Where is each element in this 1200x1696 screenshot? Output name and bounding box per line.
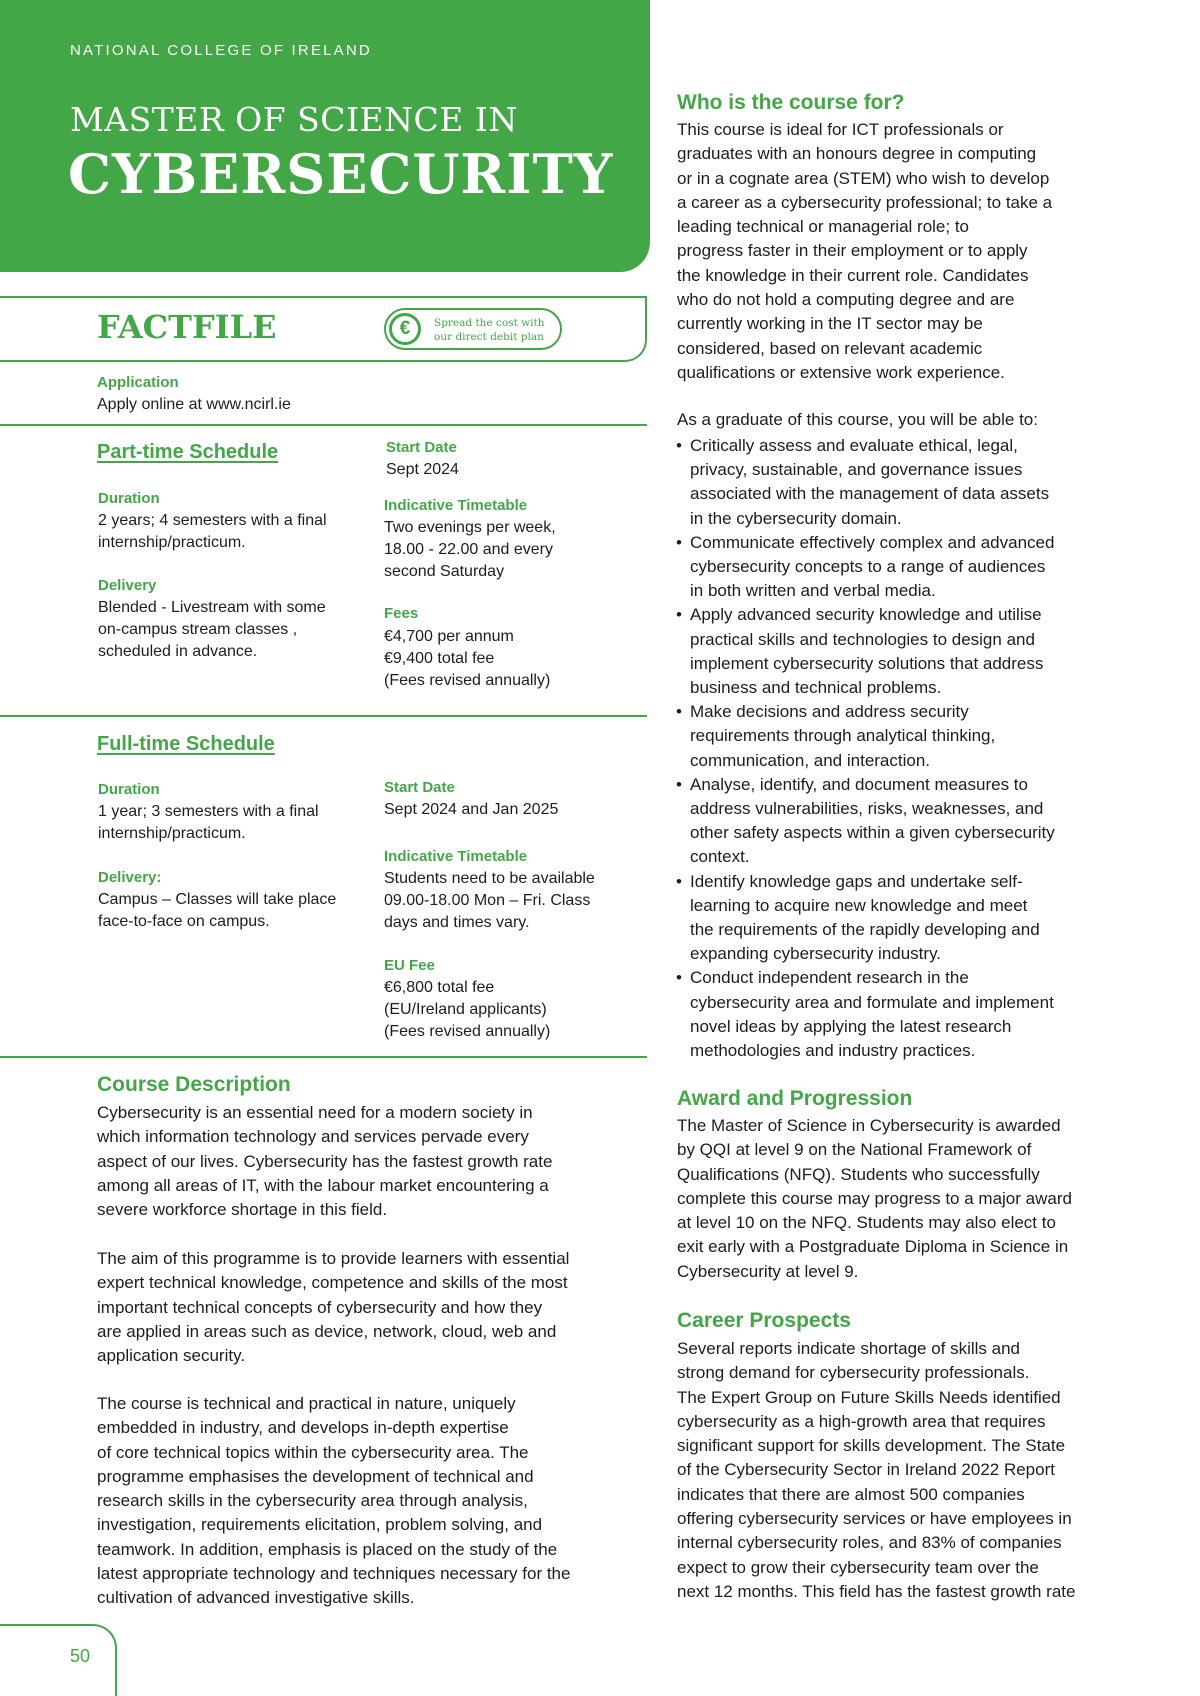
part-time-duration-value: 2 years; 4 semesters with a final internship/practicum.: [98, 512, 327, 551]
part-time-duration-label: Duration: [98, 490, 160, 507]
application-value: Apply online at www.ncirl.ie: [97, 396, 291, 413]
euro-icon: €: [389, 313, 421, 345]
full-time-start-value: Sept 2024 and Jan 2025: [384, 801, 559, 818]
list-item: • Critically assess and evaluate ethical, legal, privacy, sustainable, and governance issues associated with the management of data assets in the cybersecurity domain.: [676, 434, 1116, 531]
part-time-start-value: Sept 2024: [386, 461, 459, 478]
factfile-heading: FACTFILE: [97, 308, 277, 346]
part-time-schedule-title: Part-time Schedule: [97, 441, 279, 463]
list-item: • Communicate effectively complex and advanced cybersecurity concepts to a range of audiences in both written and verbal media.: [676, 531, 1116, 604]
outcomes-list: [676, 434, 1116, 1063]
course-description-p3: The course is technical and practical in nature, uniquely embedded in industry, and develops in-depth expertise of core technical topics within the cybersecurity area. The programme emphasises the development of technical and research skills in the cybersecurity area through analysis, investigation, requirements elicitation, problem solving, and teamwork. In addition, emphasis is placed on the study of the latest appropriate technology and techniques necessary for the cultivation of advanced investigative skills.: [97, 1394, 571, 1608]
part-time-fees-label: Fees: [384, 605, 419, 622]
full-time-duration-label: Duration: [98, 781, 160, 798]
list-item: • Conduct independent research in the cybersecurity area and formulate and implement novel ideas by applying the latest research methodologies and industry practices.: [676, 966, 1116, 1063]
career-heading: Career Prospects: [677, 1309, 851, 1332]
full-time-duration-value: 1 year; 3 semesters with a final internship/practicum.: [98, 803, 319, 842]
title-banner: [0, 0, 650, 272]
full-time-delivery-value: Campus – Classes will take place face-to-face on campus.: [98, 891, 337, 930]
full-time-schedule-title: Full-time Schedule: [97, 733, 275, 755]
divider: [0, 715, 647, 717]
list-item: • Identify knowledge gaps and undertake self- learning to acquire new knowledge and meet the requirements of the rapidly developing and expanding cybersecurity industry.: [676, 870, 1116, 967]
list-item: • Analyse, identify, and document measures to address vulnerabilities, risks, weaknesses, and other safety aspects within a given cybersecurity context.: [676, 773, 1116, 870]
page-number: 50: [70, 1646, 91, 1666]
divider: [0, 1056, 647, 1058]
award-text: The Master of Science in Cybersecurity is awarded by QQI at level 9 on the National Framework of Qualifications (NFQ). Students who successfully complete this course may progress to a major award at level 10 on the NFQ. Students may also elect to exit early with a Postgraduate Diploma in Science in Cybersecurity at level 9.: [677, 1116, 1072, 1281]
divider: [0, 424, 647, 426]
direct-debit-text: Spread the cost with our direct debit plan: [434, 317, 545, 343]
college-name: NATIONAL COLLEGE OF IRELAND: [70, 42, 372, 59]
application-label: Application: [97, 374, 179, 391]
full-time-delivery-label: Delivery:: [98, 869, 162, 886]
list-item: • Make decisions and address security requirements through analytical thinking, communication, and interaction.: [676, 700, 1116, 773]
course-title-prefix: MASTER OF SCIENCE IN: [70, 100, 518, 139]
part-time-fees-value: €4,700 per annum €9,400 total fee (Fees revised annually): [384, 628, 551, 689]
full-time-fee-value: €6,800 total fee (EU/Ireland applicants) (Fees revised annually): [384, 979, 551, 1040]
part-time-delivery-label: Delivery: [98, 577, 157, 594]
course-title: CYBERSECURITY: [68, 142, 614, 206]
outcomes-intro: As a graduate of this course, you will be able to:: [677, 410, 1038, 429]
course-description-heading: Course Description: [97, 1073, 291, 1096]
part-time-delivery-value: Blended - Livestream with some on-campus stream classes , scheduled in advance.: [98, 599, 326, 660]
course-description-p2: The aim of this programme is to provide learners with essential expert technical knowledge, competence and skills of the most important technical concepts of cybersecurity and how they are applied in areas such as device, network, cloud, web and application security.: [97, 1249, 570, 1366]
career-text: Several reports indicate shortage of skills and strong demand for cybersecurity professionals. The Expert Group on Future Skills Needs identified cybersecurity as a high-growth area that requires significant support for skills development. The State of the Cybersecurity Sector in Ireland 2022 Report indicates that there are almost 500 companies offering cybersecurity services or have employees in internal cybersecurity roles, and 83% of companies expect to grow their cybersecurity team over the next 12 months. This field has the fastest growth rate: [677, 1339, 1076, 1601]
list-item: • Apply advanced security knowledge and utilise practical skills and technologies to design and implement cybersecurity solutions that address business and technical problems.: [676, 603, 1116, 700]
part-time-timetable-label: Indicative Timetable: [384, 497, 528, 514]
who-for-text: This course is ideal for ICT professionals or graduates with an honours degree in computing or in a cognate area (STEM) who wish to develop a career as a cybersecurity professional; to take a leading technical or managerial role; to progress faster in their employment or to apply the knowledge in their current role. Candidates who do not hold a computing degree and are currently working in the IT sector may be considered, based on relevant academic qualifications or extensive work experience.: [677, 120, 1053, 382]
full-time-start-label: Start Date: [384, 779, 455, 796]
course-description-p1: Cybersecurity is an essential need for a modern society in which information technology and services pervade every aspect of our lives. Cybersecurity has the fastest growth rate among all areas of IT, with the labour market encountering a severe workforce shortage in this field.: [97, 1103, 553, 1220]
page-number-tab: [0, 1624, 117, 1696]
full-time-fee-label: EU Fee: [384, 957, 435, 974]
award-heading: Award and Progression: [677, 1087, 913, 1110]
full-time-timetable-value: Students need to be available 09.00-18.00 Mon – Fri. Class days and times vary.: [384, 870, 595, 931]
who-for-heading: Who is the course for?: [677, 91, 905, 114]
direct-debit-badge: [384, 308, 562, 350]
part-time-start-label: Start Date: [386, 439, 457, 456]
full-time-timetable-label: Indicative Timetable: [384, 848, 528, 865]
part-time-timetable-value: Two evenings per week, 18.00 - 22.00 and every second Saturday: [384, 519, 556, 580]
